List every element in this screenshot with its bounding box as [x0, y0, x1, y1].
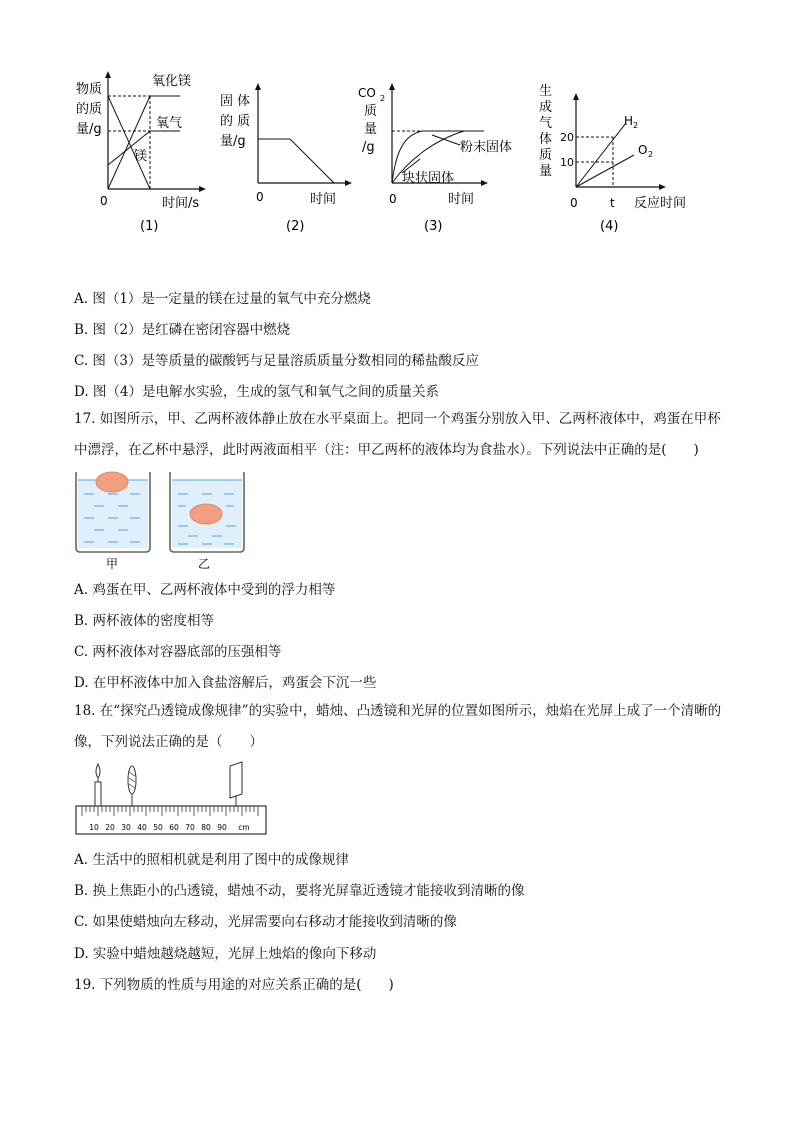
- graph-3-ylabel-1: 质: [364, 104, 378, 119]
- q18-stem: 18. 在“探究凸透镜成像规律”的实验中，蜡烛、凸透镜和光屏的位置如图所示，烛焰在光屏上成了一个清晰的像，下列说法正确的是（ ）: [74, 703, 722, 750]
- graph-4-label-h2: H: [624, 114, 634, 128]
- graph-3-ylabel-2: 量: [364, 122, 378, 137]
- graph-2: [220, 83, 352, 234]
- graph-4-ylabel-1: 生: [539, 84, 553, 99]
- graph-4-label-o2-sub: 2: [648, 150, 654, 159]
- graph-3-ylabel-3: /g: [362, 140, 375, 155]
- graph-3-caption: (3): [424, 219, 443, 234]
- ruler-tick-20: 20: [105, 823, 115, 832]
- q16-option-d: D. 图（4）是电解水实验，生成的氢气和氧气之间的质量关系: [74, 384, 440, 400]
- graph-4-ylabel-4: 体: [539, 132, 553, 147]
- cup-a: [76, 472, 150, 571]
- candle-icon: [95, 764, 101, 806]
- graph-4-tick-10: 10: [560, 156, 574, 169]
- graph-4-label-h2-sub: 2: [633, 121, 639, 130]
- graph-1-xlabel: 时间/s: [162, 196, 200, 211]
- ruler-tick-30: 30: [121, 823, 131, 832]
- graph-2-ylabel-2: 的 质: [220, 114, 251, 129]
- graph-4-tick-t: t: [610, 196, 615, 210]
- ruler: [76, 806, 266, 834]
- q19-stem: 19. 下列物质的性质与用途的对应关系正确的是( ): [74, 977, 394, 993]
- ruler-tick-50: 50: [153, 823, 163, 832]
- graph-3-origin: 0: [389, 192, 397, 206]
- graph-1-caption: (1): [140, 219, 159, 234]
- graph-1-origin: 0: [100, 194, 108, 208]
- q16-option-c: C. 图（3）是等质量的碳酸钙与足量溶质质量分数相同的稀盐酸反应: [74, 353, 480, 369]
- q17-option-a: A. 鸡蛋在甲、乙两杯液体中受到的浮力相等: [74, 582, 336, 598]
- cup-b-label: 乙: [198, 557, 211, 571]
- q16-option-b: B. 图（2）是红磷在密闭容器中燃烧: [74, 322, 291, 338]
- ruler-tick-10: 10: [89, 823, 99, 832]
- graph-4-label-o2: O: [638, 143, 648, 157]
- q18-option-a: A. 生活中的照相机就是利用了图中的成像规律: [74, 852, 349, 868]
- ruler-tick-90: 90: [217, 823, 227, 832]
- screen-icon: [230, 762, 242, 806]
- graph-2-ylabel-1: 固 体: [220, 94, 251, 109]
- q18-option-d: D. 实验中蜡烛越烧越短，光屏上烛焰的像向下移动: [74, 946, 377, 962]
- q18-option-c: C. 如果使蜡烛向左移动，光屏需要向右移动才能接收到清晰的像: [74, 914, 457, 930]
- graph-4-ylabel-5: 质: [539, 148, 553, 163]
- graph-1-label-mgo: 氧化镁: [152, 74, 192, 89]
- graph-3-label-powder: 粉末固体: [460, 140, 513, 155]
- q17-option-c: C. 两杯液体对容器底部的压强相等: [74, 644, 282, 660]
- graph-1: [76, 71, 206, 234]
- q18-option-b: B. 换上焦距小的凸透镜，蜡烛不动，要将光屏靠近透镜才能接收到清晰的像: [74, 883, 525, 899]
- ruler-tick-40: 40: [137, 823, 147, 832]
- ruler-tick-80: 80: [201, 823, 211, 832]
- graph-3-label-lump: 块状固体: [402, 171, 455, 186]
- graph-1-ylabel-2: 的质: [76, 102, 103, 117]
- graph-4-ylabel-3: 气: [539, 116, 553, 131]
- q17-stem: 17. 如图所示，甲、乙两杯液体静止放在水平桌面上。把同一个鸡蛋分别放入甲、乙两杯液体中，鸡蛋在甲杯中漂浮，在乙杯中悬浮，此时两液面相平（注：甲乙两杯的液体均为食盐水）。下列说法中正确的是( ): [74, 411, 721, 458]
- graph-3: [358, 83, 512, 234]
- ruler-tick-70: 70: [185, 823, 195, 832]
- ruler-tick-60: 60: [169, 823, 179, 832]
- graph-2-xlabel: 时间: [310, 192, 337, 207]
- cup-a-label: 甲: [106, 557, 119, 571]
- q16-option-a: A. 图（1）是一定量的镁在过量的氧气中充分燃烧: [74, 291, 371, 307]
- q17-cups-figure: [72, 470, 272, 572]
- graph-4-xlabel: 反应时间: [634, 196, 687, 211]
- graph-4: [539, 83, 686, 234]
- q18-optics-figure: [72, 760, 272, 840]
- lens-icon: [128, 766, 136, 806]
- graph-3-ylabel-co2: CO: [358, 86, 376, 100]
- graph-2-origin: 0: [256, 190, 264, 204]
- graph-4-origin: 0: [570, 196, 578, 210]
- ruler-unit: cm: [238, 823, 250, 832]
- graph-4-ylabel-2: 成: [539, 100, 553, 115]
- graph-1-label-o2: 氧气: [156, 116, 183, 131]
- graph-4-tick-20: 20: [560, 131, 574, 144]
- graph-4-caption: (4): [600, 219, 619, 234]
- graph-2-caption: (2): [286, 219, 305, 234]
- graphs-figure: [60, 65, 740, 245]
- graph-1-label-mg: 镁: [134, 149, 148, 164]
- graph-4-ylabel-6: 量: [539, 164, 553, 179]
- graph-2-ylabel-3: 量/g: [220, 134, 246, 149]
- graph-1-ylabel-3: 量/g: [76, 122, 102, 137]
- q17-option-b: B. 两杯液体的密度相等: [74, 613, 215, 629]
- graph-3-ylabel-sub: 2: [380, 94, 386, 103]
- graph-3-xlabel: 时间: [448, 192, 475, 207]
- q17-option-d: D. 在甲杯液体中加入食盐溶解后，鸡蛋会下沉一些: [74, 675, 377, 691]
- cup-b: [170, 472, 244, 571]
- graph-1-ylabel-1: 物质: [76, 82, 103, 97]
